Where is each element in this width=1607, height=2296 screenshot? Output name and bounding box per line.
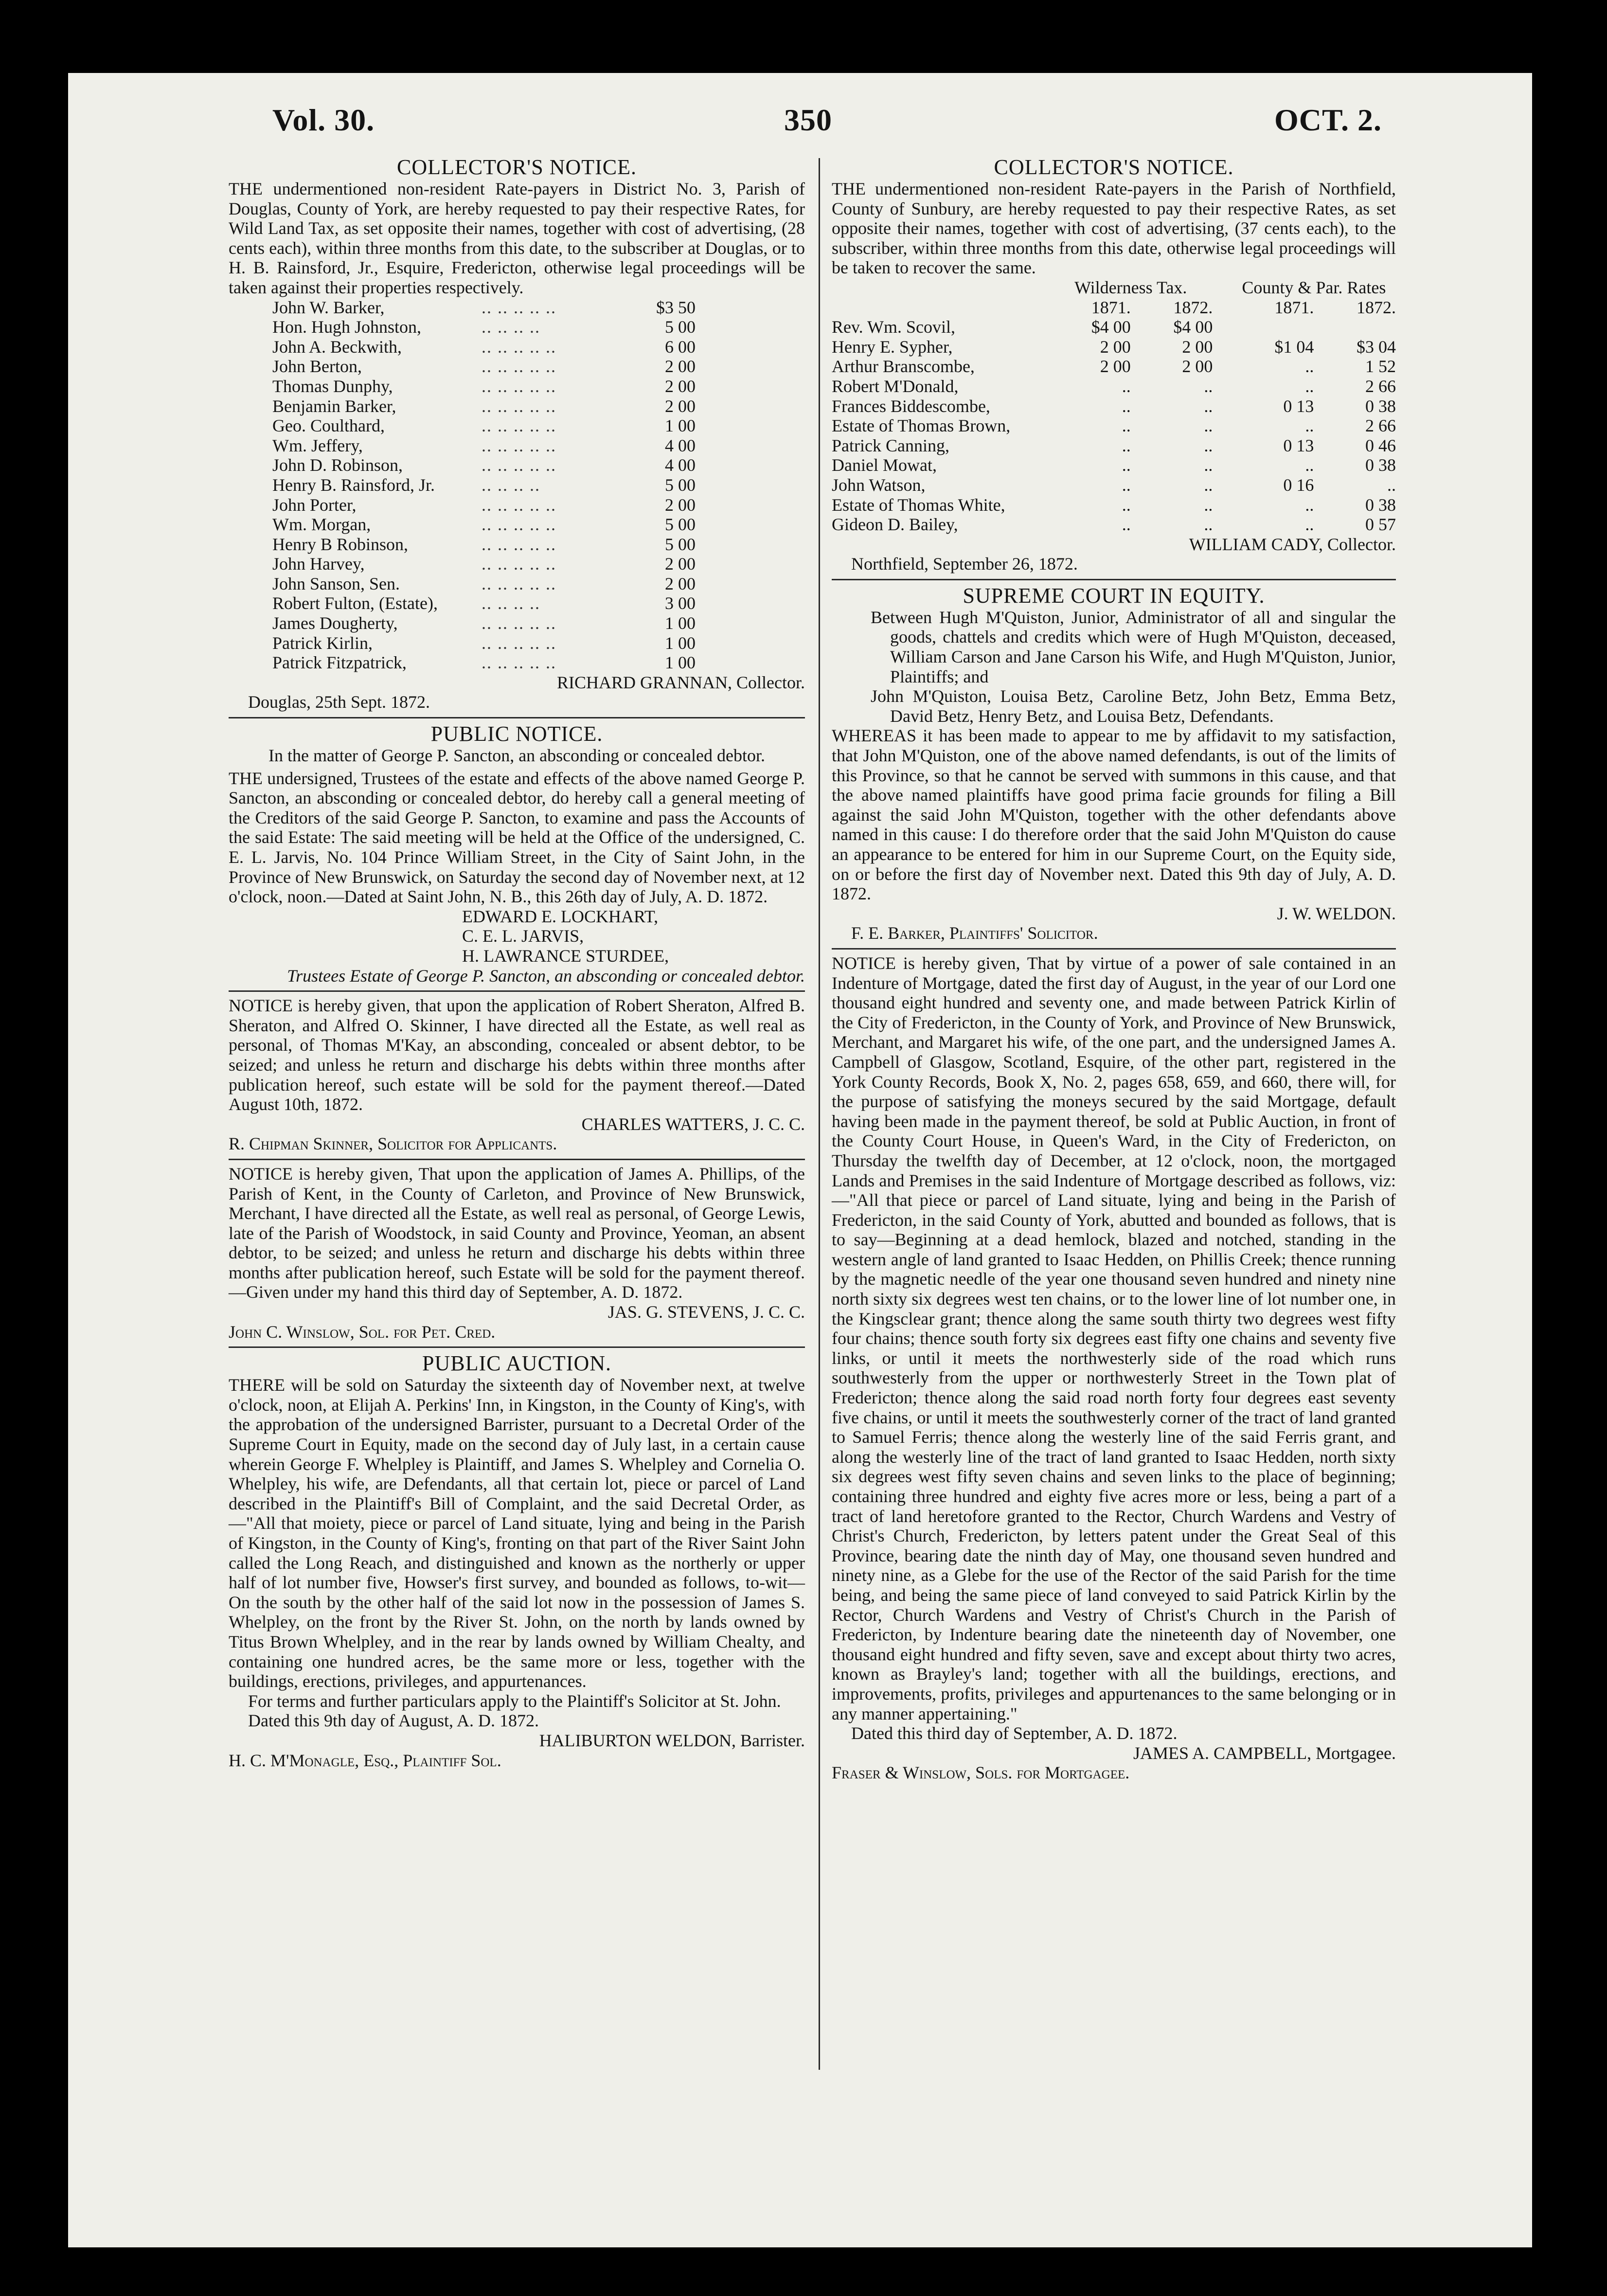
notice-title: COLLECTOR'S NOTICE. xyxy=(396,155,637,179)
rate-row xyxy=(832,377,1396,396)
rate-amount: $3 50 xyxy=(656,297,696,317)
rate-amount: 1 00 xyxy=(665,633,696,653)
ratepayer-row xyxy=(272,416,696,436)
rate-value: .. xyxy=(1305,416,1314,436)
page-number: 350 xyxy=(784,103,832,137)
spacer-cell xyxy=(1213,396,1232,416)
rate-amount: 1 00 xyxy=(665,416,696,436)
section-rule xyxy=(229,1159,805,1160)
year-header: 1872. xyxy=(1173,297,1213,317)
rate-amount: 4 00 xyxy=(665,435,696,455)
ratepayer-name: John W. Barker, xyxy=(272,297,385,317)
rate-value: .. xyxy=(1122,495,1131,515)
auction-terms: For terms and further particulars apply to the Plaintiff's Solicitor at St. John. xyxy=(248,1691,781,1711)
mortgage-dated: Dated this third day of September, A. D. 1872. xyxy=(851,1723,1178,1743)
ratepayer-name: John Harvey, xyxy=(272,554,365,574)
ratepayer-name: Thomas Dunphy, xyxy=(272,376,393,396)
ratepayer-name: Arthur Branscombe, xyxy=(832,357,975,377)
right-column xyxy=(832,156,1396,1783)
ratepayer-list xyxy=(272,298,696,673)
trustee-1: EDWARD E. LOCKHART, xyxy=(462,906,659,926)
ratepayer-name: Wm. Morgan, xyxy=(272,515,371,535)
rate-value: .. xyxy=(1122,435,1131,455)
public-auction xyxy=(229,1352,805,1770)
ratepayer-name: Geo. Coulthard, xyxy=(272,416,385,436)
rate-row xyxy=(832,416,1396,436)
ratepayer-name: Henry E. Sypher, xyxy=(832,337,953,357)
section-rule xyxy=(832,948,1396,950)
judge-signature: JAS. G. STEVENS, J. C. C. xyxy=(607,1302,805,1322)
rate-row xyxy=(832,317,1396,337)
ratepayer-name: Estate of Thomas Brown, xyxy=(832,416,1011,436)
notice-body: WHEREAS it has been made to appear to me by affidavit to my satisfaction, that John M'Quiston, one of the above named defendants, is out of the limits of this Province, so that he cannot be served with summons in this cause, and that the above named plaintiffs have good prima facie grounds for filing a Bill against the said John M'Quiston, together with the other defendants above named in this cause: I do therefore order that the said John M'Quiston do cause an appearance to be entered for him in our Supreme Court, on the Equity side, on or before the first day of November next. Dated this 9th day of July, A. D. 1872. xyxy=(832,726,1396,904)
leader-dots: .. .. .. .. .. xyxy=(482,337,556,357)
spacer-cell xyxy=(1213,495,1232,515)
volume-number: Vol. 30. xyxy=(272,103,375,137)
leader-dots: .. .. .. .. xyxy=(482,475,540,495)
leader-dots: .. .. .. .. .. xyxy=(482,613,556,633)
leader-dots: .. .. .. .. .. xyxy=(482,357,556,377)
rate-value: .. xyxy=(1122,416,1131,436)
year-header: 1872. xyxy=(1357,297,1396,317)
notice-subtitle: In the matter of George P. Sancton, an absconding or concealed debtor. xyxy=(268,746,766,766)
judge-signature: J. W. WELDON. xyxy=(1277,903,1396,923)
rate-value: .. xyxy=(1387,475,1396,495)
rate-amount: 5 00 xyxy=(665,317,696,337)
mortgagee-signature: JAMES A. CAMPBELL, Mortgagee. xyxy=(1133,1743,1396,1763)
notice-body: THERE will be sold on Saturday the sixteenth day of November next, at twelve o'clock, noon, at Elijah A. Perkins' Inn, in Kingston, in the County of King's, with the approbation of the undersigned Barrister, pursuant to a Decretal Order of the Supreme Court in Equity, made on the second day of July last, in a certain cause wherein George F. Whelpley is Plaintiff, and James S. Whelpley and Cornelia O. Whelpley, his wife, are Defendants, all that certain lot, piece or parcel of Land described in the Plaintiff's Bill of Complaint, and the said Decretal Order, as—"All that moiety, piece or parcel of Land situate, lying and being in the Parish of Kingston, in the County of King's, fronting on that part of the River Saint John called the Long Reach, and distinguished and known as the northerly or upper half of lot number five, Howser's first survey, and bounded as follows, to-wit—On the south by the other half of the said lot now in the possession of James S. Whelpley, on the front by the River St. John, on the north by lands owned by Titus Brown Whelpley, and in the rear by lands owned by William Chealty, and containing one hundred acres, be the same more or less, together with the buildings, erections, privileges, and appurtenances. xyxy=(229,1375,805,1691)
leader-dots: .. .. .. .. .. xyxy=(482,574,556,593)
notice-body: NOTICE is hereby given, That upon the application of James A. Phillips, of the Parish of Kent, in the County of Carleton, and Province of New Brunswick, Merchant, I have directed all the Estate, as well real as personal, of George Lewis, late of the Parish of Woodstock, in said County and Province, Yeoman, an absent debtor, to be seized; and unless he return and discharge his debts within three months after publication hereof, such Estate will be sold for the payment thereof.—Given under my hand this third day of September, A. D. 1872. xyxy=(229,1164,805,1302)
rate-amount: 5 00 xyxy=(665,534,696,554)
ratepayer-row xyxy=(272,475,696,495)
rate-value: 0 38 xyxy=(1365,495,1396,515)
rate-value: .. xyxy=(1305,357,1314,377)
rate-value xyxy=(1232,317,1314,337)
ratepayer-row xyxy=(272,633,696,653)
issue-date: OCT. 2. xyxy=(1274,103,1382,137)
rate-amount: 3 00 xyxy=(665,593,696,613)
douglas-collector-notice xyxy=(229,156,805,712)
spacer-cell xyxy=(1213,515,1232,535)
rate-value: 0 13 xyxy=(1283,435,1314,455)
notice-body: THE undermentioned non-resident Rate-payers in the Parish of Northfield, County of Sunbury, are hereby requested to pay their respective Rates, as set opposite their names, together with cost of advertising, (37 cents each), to the subscriber, within three months from this date, otherwise legal proceedings will be taken to recover the same. xyxy=(832,179,1396,278)
notice-dateline: Northfield, September 26, 1872. xyxy=(851,554,1078,574)
section-rule xyxy=(229,990,805,992)
notice-title: COLLECTOR'S NOTICE. xyxy=(994,155,1234,179)
rate-amount: 5 00 xyxy=(665,475,696,495)
rate-row xyxy=(832,396,1396,416)
rate-value: 2 00 xyxy=(1100,357,1131,377)
ratepayer-name: John Berton, xyxy=(272,357,362,377)
rate-value: 2 00 xyxy=(1182,337,1213,357)
mortgage-notice xyxy=(832,953,1396,1783)
rate-value: $4 00 xyxy=(1173,317,1213,337)
rate-value: .. xyxy=(1122,376,1131,396)
rate-value: 0 57 xyxy=(1365,515,1396,535)
spacer-cell xyxy=(1213,436,1232,456)
column-divider xyxy=(819,158,820,2070)
leader-dots: .. .. .. .. .. xyxy=(482,416,556,436)
rates-table xyxy=(832,278,1396,535)
collector-signature: RICHARD GRANNAN, Collector. xyxy=(557,672,805,692)
ratepayer-name: Estate of Thomas White, xyxy=(832,495,1005,515)
trustee-3: H. LAWRANCE STURDEE, xyxy=(462,946,669,966)
year-header: 1871. xyxy=(1091,297,1131,317)
spacer-cell xyxy=(1213,317,1232,337)
ratepayer-row xyxy=(272,377,696,396)
rate-value: $1 04 xyxy=(1274,337,1314,357)
rate-amount: 2 00 xyxy=(665,554,696,574)
rate-value: 0 13 xyxy=(1283,396,1314,416)
rate-amount: 1 00 xyxy=(665,613,696,633)
spacer-cell xyxy=(1213,416,1232,436)
ratepayer-name: Patrick Fitzpatrick, xyxy=(272,653,407,673)
rate-row xyxy=(832,357,1396,377)
rate-value: .. xyxy=(1122,396,1131,416)
leader-dots: .. .. .. .. .. xyxy=(482,376,556,396)
rate-value: .. xyxy=(1122,475,1131,495)
ratepayer-row xyxy=(272,574,696,594)
leader-dots: .. .. .. .. .. xyxy=(482,515,556,535)
ratepayer-name: Daniel Mowat, xyxy=(832,455,937,475)
ratepayer-name: Hon. Hugh Johnston, xyxy=(272,317,422,337)
rate-row xyxy=(832,436,1396,456)
ratepayer-name: Benjamin Barker, xyxy=(272,396,396,416)
ratepayer-row xyxy=(272,495,696,515)
ratepayer-name: Robert M'Donald, xyxy=(832,376,959,396)
section-rule xyxy=(229,717,805,718)
rate-value: 2 66 xyxy=(1365,416,1396,436)
left-column xyxy=(229,156,805,1770)
ratepayer-name: Wm. Jeffery, xyxy=(272,435,363,455)
notice-body: THE undersigned, Trustees of the estate and effects of the above named George P. Sancton, an absconding or concealed debtor, do hereby call a general meeting of the Creditors of the said George P. Sancton, to examine and pass the Accounts of the said Estate: The said meeting will be held at the Office of the undersigned, C. E. L. Jarvis, No. 104 Prince William Street, in the City of Saint John, in the Province of New Brunswick, on Saturday the second day of November next, at 12 o'clock, noon.—Dated at Saint John, N. B., this 26th day of July, A. D. 1872. xyxy=(229,768,805,907)
year-header: 1871. xyxy=(1274,297,1314,317)
auction-dated: Dated this 9th day of August, A. D. 1872. xyxy=(248,1711,539,1731)
section-rule xyxy=(832,579,1396,580)
rate-row xyxy=(832,495,1396,515)
rate-amount: 6 00 xyxy=(665,337,696,357)
rate-value: .. xyxy=(1204,455,1213,475)
rate-value: .. xyxy=(1204,475,1213,495)
ratepayer-name: John Sanson, Sen. xyxy=(272,574,400,593)
rate-value: 1 52 xyxy=(1365,357,1396,377)
ratepayer-row xyxy=(272,317,696,337)
ratepayer-name: Rev. Wm. Scovil, xyxy=(832,317,955,337)
notice-title: SUPREME COURT IN EQUITY. xyxy=(963,583,1265,608)
leader-dots: .. .. .. .. xyxy=(482,317,540,337)
equity-notice xyxy=(832,584,1396,943)
leader-dots: .. .. .. .. .. xyxy=(482,455,556,475)
ratepayer-name: Henry B Robinson, xyxy=(272,534,408,554)
rate-value: 2 00 xyxy=(1182,357,1213,377)
rate-value: 0 38 xyxy=(1365,396,1396,416)
ratepayer-row xyxy=(272,357,696,377)
spacer-cell xyxy=(1213,357,1232,377)
rate-value: 2 00 xyxy=(1100,337,1131,357)
judge-signature: CHARLES WATTERS, J. C. C. xyxy=(581,1114,805,1134)
wilderness-tax-header: Wilderness Tax. xyxy=(1074,277,1187,297)
rate-value: .. xyxy=(1204,396,1213,416)
rate-row xyxy=(832,475,1396,495)
rate-amount: 2 00 xyxy=(665,396,696,416)
ratepayer-name: John Porter, xyxy=(272,495,357,515)
rate-amount: 2 00 xyxy=(665,495,696,515)
ratepayer-name: John A. Beckwith, xyxy=(272,337,402,357)
rate-value: .. xyxy=(1122,455,1131,475)
barrister-signature: HALIBURTON WELDON, Barrister. xyxy=(539,1730,805,1750)
rate-value: .. xyxy=(1122,515,1131,535)
ratepayer-name: John Watson, xyxy=(832,475,926,495)
rate-value: .. xyxy=(1204,376,1213,396)
rate-value: .. xyxy=(1305,495,1314,515)
leader-dots: .. .. .. .. .. xyxy=(482,435,556,455)
ratepayer-row xyxy=(272,337,696,357)
spacer-cell xyxy=(1213,455,1232,475)
ratepayer-row xyxy=(272,455,696,475)
rate-amount: 2 00 xyxy=(665,574,696,593)
notice-dateline: Douglas, 25th Sept. 1872. xyxy=(248,692,430,712)
defendants-list: John M'Quiston, Louisa Betz, Caroline Betz, John Betz, Emma Betz, David Betz, Henry Betz, and Louisa Betz, Defendants. xyxy=(871,686,1396,726)
northfield-collector-notice xyxy=(832,156,1396,574)
ratepayer-name: Patrick Canning, xyxy=(832,435,949,455)
leader-dots: .. .. .. .. .. xyxy=(482,554,556,574)
phillips-notice xyxy=(229,1164,805,1342)
rate-value: $4 00 xyxy=(1091,317,1131,337)
plaintiffs-list: Between Hugh M'Quiston, Junior, Administrator of all and singular the goods, chattels and credits which were of Hugh M'Quiston, deceased, William Carson and Jane Carson his Wife, and Hugh M'Quiston, Junior, Plaintiffs; and xyxy=(871,607,1396,686)
sheraton-notice xyxy=(229,996,805,1154)
rate-amount: 1 00 xyxy=(665,653,696,673)
rate-value xyxy=(1314,317,1396,337)
ratepayer-name: James Dougherty, xyxy=(272,613,398,633)
county-rates-header: County & Par. Rates xyxy=(1242,277,1386,297)
spacer-cell xyxy=(1213,475,1232,495)
rate-value: 0 16 xyxy=(1283,475,1314,495)
rate-value: .. xyxy=(1305,515,1314,535)
notice-body: THE undermentioned non-resident Rate-payers in District No. 3, Parish of Douglas, County of York, are hereby requested to pay their respective Rates, for Wild Land Tax, as set opposite their names, together with cost of advertising, (28 cents each), within three months from this date, to the subscriber at Douglas, or to H. B. Rainsford, Jr., Esquire, Fredericton, otherwise legal proceedings will be taken against their properties respectively. xyxy=(229,179,805,297)
section-rule xyxy=(229,1346,805,1348)
ratepayer-name: Henry B. Rainsford, Jr. xyxy=(272,475,435,495)
rate-amount: 2 00 xyxy=(665,376,696,396)
spacer-cell xyxy=(1213,337,1232,357)
rate-value: 2 66 xyxy=(1365,376,1396,396)
ratepayer-row xyxy=(272,436,696,456)
rate-row xyxy=(832,337,1396,357)
leader-dots: .. .. .. .. .. xyxy=(482,534,556,554)
trustee-2: C. E. L. JARVIS, xyxy=(462,926,584,946)
rate-value: .. xyxy=(1305,376,1314,396)
ratepayer-name: John D. Robinson, xyxy=(272,455,403,475)
rate-value: .. xyxy=(1204,435,1213,455)
rate-value: 0 38 xyxy=(1365,455,1396,475)
rate-amount: 5 00 xyxy=(665,515,696,535)
solicitor-line: H. C. M'Monagle, Esq., Plaintiff Sol. xyxy=(229,1750,501,1770)
trustee-role: Trustees Estate of George P. Sancton, an absconding or concealed debtor. xyxy=(287,966,805,986)
ratepayer-name: Robert Fulton, (Estate), xyxy=(272,593,438,613)
rate-value: .. xyxy=(1305,455,1314,475)
notice-body: NOTICE is hereby given, That by virtue of a power of sale contained in an Indenture of Mortgage, dated the first day of August, in the year of our Lord one thousand eight hundred and seventy one, and made between Patrick Kirlin of the City of Fredericton, in the County of York, and Province of New Brunswick, Merchant, and Margaret his wife, of the one part, and the undersigned James A. Campbell of Glasgow, Scotland, Esquire, of the other part, registered in the York County Records, Book X, No. 2, pages 658, 659, and 660, there will, for the purpose of satisfying the moneys secured by the said Mortgage, default having been made in the payment thereof, be sold at Public Auction, in front of the County Court House, in Queen's Ward, in the City of Fredericton, on Thursday the twelfth day of December, at 12 o'clock, noon, the mortgaged Lands and Premises in the said Indenture of Mortgage described as follows, viz:—"All that piece or parcel of Land situate, lying and being in the Parish of Fredericton, in the said County of York, abutted and bounded as follows, that is to say—Beginning at a dead hemlock, blazed and notched, standing in the western angle of land granted to Isaac Hedden, on Phillis Creek; thence running by the magnetic needle of the year one thousand seven hundred and ninety nine north sixty six degrees west ten chains, or to the lower line of lot number one, in the Kingsclear grant; thence along the same south thirty two degrees west fifty four chains; thence south forty six degrees east fifty one chains and seventy five links, or until it meets the northwesterly side of the road which runs southwesterly from the upper or northwesterly Street in the Town plat of Fredericton; thence along the said road north forty four degrees east seventy five chains, or until it meets the southwesterly corner of the tract of land granted to Samuel Ferris; thence along the westerly line of the said Ferris grant, and along the westerly line of the tract of land granted to Isaac Hedden, north sixty six degrees west fifty seven chains and seven links to the place of beginning; containing three hundred and eighty five acres more or less, being a part of a tract of land heretofore granted to the Rector, Church Wardens and Vestry of Christ's Church, Fredericton, by letters patent under the Great Seal of this Province, bearing date the ninth day of May, one thousand seven hundred and ninety nine, as a Glebe for the use of the Rector of the said Parish for the time being, and being the same piece of land conveyed to said Patrick Kirlin by the Rector, Church Wardens and Vestry of Christ's Church in the Parish of Fredericton, by Indenture bearing date the nineteenth day of November, one thousand eight hundred and fifty seven, save and except about thirty two acres, known as Brayley's land; together with all the buildings, erections, and improvements, profits, privileges and appurtenances to the same belonging or in any manner appertaining." xyxy=(832,953,1396,1723)
ratepayer-row xyxy=(272,554,696,574)
rate-value: .. xyxy=(1204,416,1213,436)
ratepayer-row xyxy=(272,653,696,673)
leader-dots: .. .. .. .. .. xyxy=(482,653,556,673)
rate-value: .. xyxy=(1204,515,1213,535)
ratepayer-row xyxy=(272,298,696,318)
leader-dots: .. .. .. .. .. xyxy=(482,633,556,653)
leader-dots: .. .. .. .. .. xyxy=(482,297,556,317)
rate-value: $3 04 xyxy=(1357,337,1396,357)
notice-body: NOTICE is hereby given, that upon the application of Robert Sheraton, Alfred B. Sheraton, and Alfred O. Skinner, I have directed all the Estate, as well real as personal, of Thomas M'Kay, an absconding, concealed or absent debtor, to be seized; and unless he return and discharge his debts within three months after publication hereof, such estate will be sold for the payment thereof.—Dated August 10th, 1872. xyxy=(229,996,805,1114)
notice-title: PUBLIC AUCTION. xyxy=(422,1351,612,1376)
collector-signature: WILLIAM CADY, Collector. xyxy=(1189,534,1396,554)
leader-dots: .. .. .. .. .. xyxy=(482,396,556,416)
leader-dots: .. .. .. .. xyxy=(482,593,540,613)
ratepayer-row xyxy=(272,515,696,535)
ratepayer-row xyxy=(272,613,696,633)
public-notice xyxy=(229,722,805,986)
ratepayer-row xyxy=(272,396,696,416)
rate-row xyxy=(832,515,1396,535)
leader-dots: .. .. .. .. .. xyxy=(482,495,556,515)
notice-title: PUBLIC NOTICE. xyxy=(430,722,603,746)
solicitor-line: F. E. Barker, Plaintiffs' Solicitor. xyxy=(851,923,1098,943)
ratepayer-name: Frances Biddescombe, xyxy=(832,396,990,416)
ratepayer-row xyxy=(272,535,696,555)
rate-row xyxy=(832,455,1396,475)
ratepayer-row xyxy=(272,593,696,613)
ratepayer-name: Gideon D. Bailey, xyxy=(832,515,958,535)
solicitor-line: R. Chipman Skinner, Solicitor for Applicants. xyxy=(229,1134,557,1154)
solicitor-line: Fraser & Winslow, Sols. for Mortgagee. xyxy=(832,1763,1130,1783)
rate-value: .. xyxy=(1204,495,1213,515)
rate-amount: 4 00 xyxy=(665,455,696,475)
solicitor-line: John C. Winslow, Sol. for Pet. Cred. xyxy=(229,1322,496,1342)
rate-value: 0 46 xyxy=(1365,435,1396,455)
spacer-cell xyxy=(1213,377,1232,396)
rate-amount: 2 00 xyxy=(665,357,696,377)
ratepayer-name: Patrick Kirlin, xyxy=(272,633,373,653)
